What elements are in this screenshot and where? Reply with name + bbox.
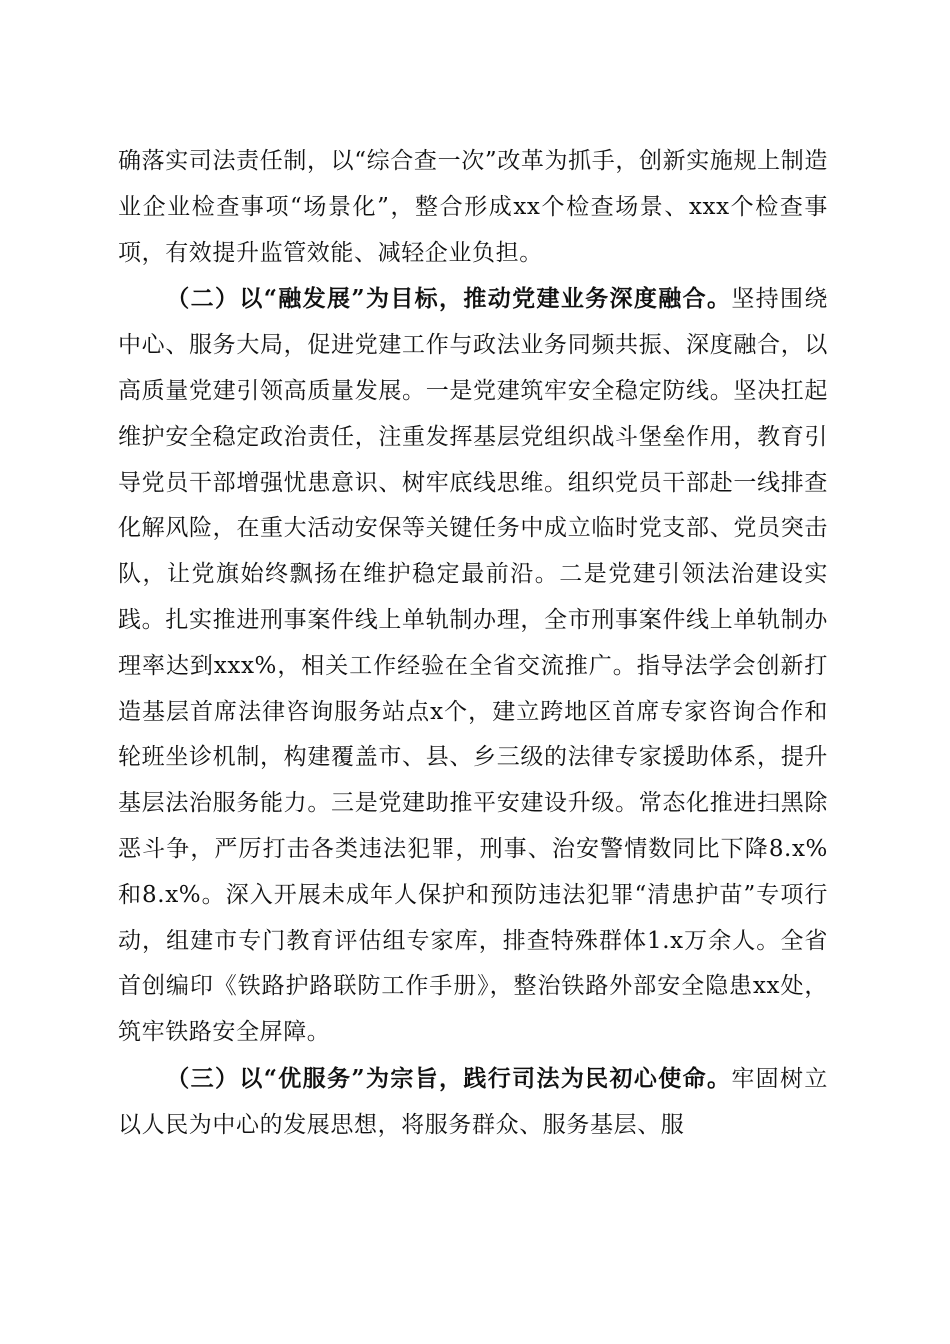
paragraph-text: 确落实司法责任制，以“综合查一次”改革为抓手，创新实施规上制造业企业检查事项“场景化”，整合形成xx个检查场景、xxx个检查事项，有效提升监管效能、减轻企业负担。	[118, 148, 828, 266]
paragraph-section-2	[118, 276, 828, 1056]
section-heading-3: （三）以“优服务”为宗旨，践行司法为民初心使命。	[166, 1064, 732, 1092]
paragraph-section-3	[118, 1056, 828, 1149]
paragraph-continuation	[118, 139, 828, 276]
paragraph-text: 牢固树立以人民为中心的发展思想，将服务群众、服务基层、服	[118, 1065, 828, 1138]
document-body	[118, 139, 828, 1149]
section-heading-2: （二）以“融发展”为目标，推动党建业务深度融合。	[166, 285, 732, 313]
paragraph-text: 坚持围绕中心、服务大局，促进党建工作与政法业务同频共振、深度融合，以高质量党建引领高质量发展。一是党建筑牢安全稳定防线。坚决扛起维护安全稳定政治责任，注重发挥基层党组织战斗堡垒作用，教育引导党员干部增强忧患意识、树牢底线思维。组织党员干部赴一线排查化解风险，在重大活动安保等关键任务中成立临时党支部、党员突击队，让党旗始终飘扬在维护稳定最前沿。二是党建引领法治建设实践。扎实推进刑事案件线上单轨制办理，全市刑事案件线上单轨制办理率达到xxx%，相关工作经验在全省交流推广。指导法学会创新打造基层首席法律咨询服务站点x个，建立跨地区首席专家咨询合作和轮班坐诊机制，构建覆盖市、县、乡三级的法律专家援助体系，提升基层法治服务能力。三是党建助推平安建设升级。常态化推进扫黑除恶斗争，严厉打击各类违法犯罪，刑事、治安警情数同比下降8.x%和8.x%。深入开展未成年人保护和预防违法犯罪“清患护苗”专项行动，组建市专门教育评估组专家库，排查特殊群体1.x万余人。全省首创编印《铁路护路联防工作手册》，整治铁路外部安全隐患xx处，筑牢铁路安全屏障。	[118, 286, 828, 1046]
